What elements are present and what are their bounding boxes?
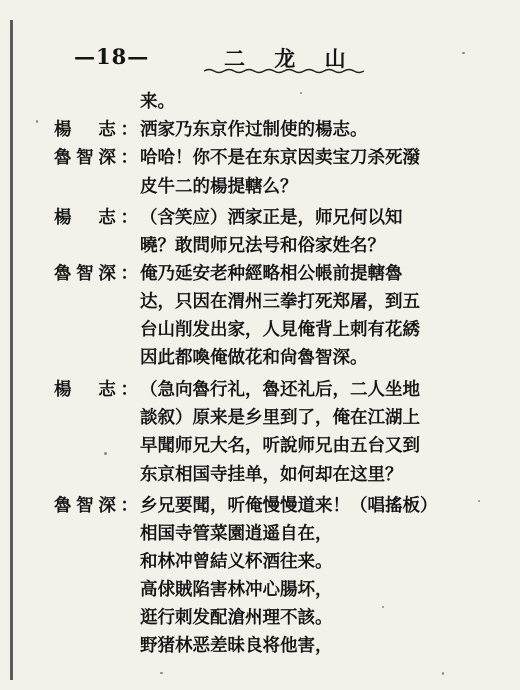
paper-speck [442, 672, 444, 675]
speaker-label: 魯智深： [54, 264, 138, 284]
dialogue-text: 因此都喚俺做花和尙魯智深。 [140, 348, 368, 368]
paper-speck [104, 452, 107, 455]
paper-speck [300, 92, 302, 94]
paper-speck [160, 672, 163, 674]
chapter-title: 二 龙 山 [224, 46, 357, 71]
paper-speck [462, 52, 465, 54]
dialogue-text: 俺乃延安老种經略相公帳前提轄魯 [140, 264, 403, 284]
dialogue-text: 乡兄要聞，听俺慢慢道来！（唱搖板） [140, 496, 438, 516]
page-number: —18— [74, 44, 150, 69]
dialogue-text: 談叙）原来是乡里到了，俺在江湖上 [140, 408, 420, 428]
dialogue-text: 野猪林恶差昧良将他害， [140, 636, 333, 656]
dialogue-text: 东京相国寺挂单，如何却在这里？ [140, 465, 403, 485]
speaker-label: 魯智深： [54, 148, 138, 168]
dialogue-text: 哈哈！你不是在东京因卖宝刀杀死潑 [140, 148, 420, 168]
speaker-label: 楊 志： [54, 380, 138, 400]
wavy-underline [204, 68, 364, 74]
dialogue-text: 达，只因在渭州三拳打死郑屠，到五 [140, 292, 420, 312]
dialogue-text: 和林冲曾結义杯酒往来。 [140, 552, 333, 572]
page-binding-edge [10, 20, 13, 680]
dialogue-text: 早聞师兄大名，听說师兄由五台又到 [140, 436, 420, 456]
paper-speck [382, 606, 384, 608]
dialogue-text: 来。 [140, 92, 175, 112]
dialogue-text: 台山削发出家，人見俺背上刺有花綉 [140, 320, 420, 340]
dialogue-text: 高俅賊陷害林冲心腸坏， [140, 580, 333, 600]
speaker-label: 楊 志： [54, 208, 138, 228]
page-header [74, 40, 434, 70]
dialogue-text: 逛行刺发配滄州理不該。 [140, 608, 333, 628]
dialogue-text: 皮牛二的楊提轄么？ [140, 177, 298, 197]
dialogue-text: （急向魯行礼，魯还礼后，二人坐地 [140, 380, 420, 400]
dialogue-text: 洒家乃东京作过制使的楊志。 [140, 120, 368, 140]
paper-speck [36, 120, 38, 123]
paper-speck [478, 500, 480, 502]
dialogue-text: 曉？敢問师兄法号和俗家姓名？ [140, 236, 385, 256]
speaker-label: 魯智深： [54, 496, 138, 516]
dialogue-text: （含笑应）洒家正是，师兄何以知 [140, 208, 403, 228]
dialogue-text: 相国寺管菜園逍遥自在， [140, 524, 333, 544]
speaker-label: 楊 志： [54, 120, 138, 140]
